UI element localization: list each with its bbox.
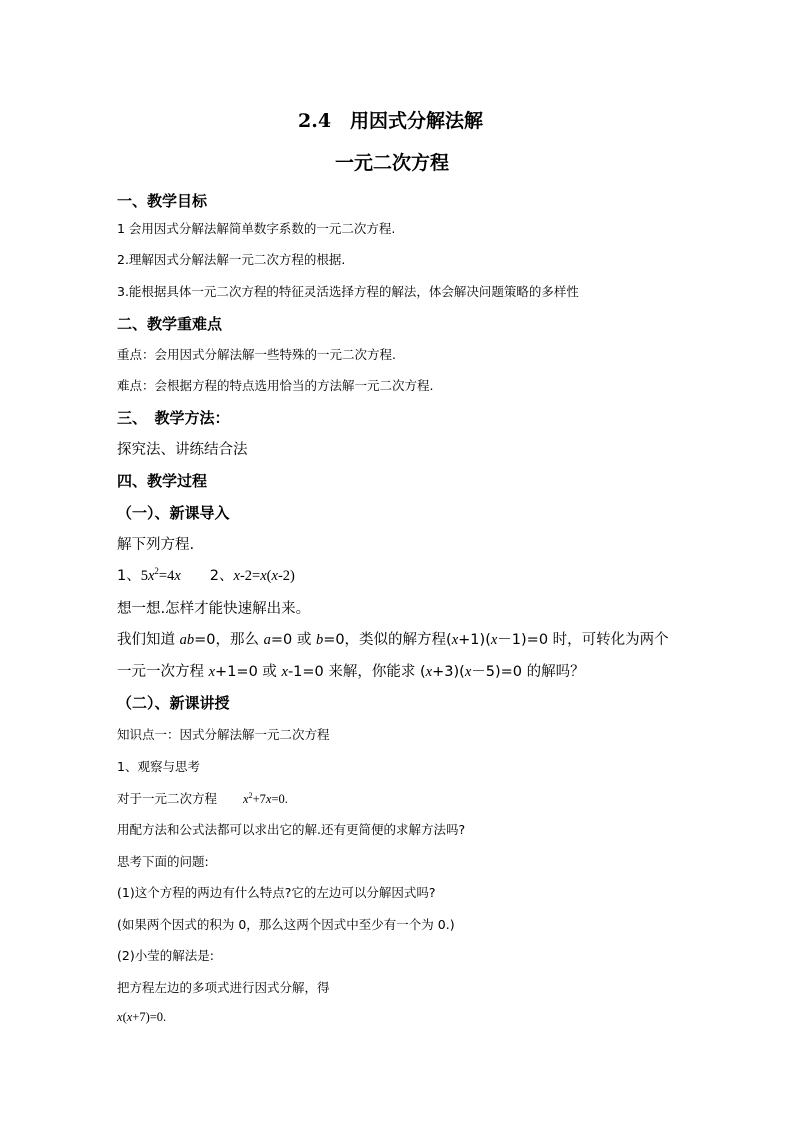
variable-ab: ab — [179, 632, 195, 648]
step-text: 把方程左边的多项式进行因式分解，得 — [117, 980, 330, 995]
subsection-heading-lesson: （二）、新课讲授 — [117, 694, 230, 712]
variable-x: x — [126, 1010, 133, 1024]
variable-x: x — [265, 792, 272, 806]
equation-middle: -2= — [239, 568, 261, 584]
variable-x: x — [464, 664, 472, 680]
goal-item-1: 1 会用因式分解法解简单数字系数的一元二次方程. — [117, 221, 396, 236]
title-line-1: 2.4 用因式分解法解 — [298, 110, 484, 132]
variable-x: x — [451, 632, 459, 648]
variable-x: x — [208, 664, 216, 680]
think-prompt: 思考下面的问题: — [117, 854, 209, 869]
section-heading-goals: 一、教学目标 — [117, 192, 208, 210]
question-1: (1)这个方程的两边有什么特点?它的左边可以分解因式吗? — [117, 885, 436, 900]
variable-x: x — [281, 664, 288, 680]
text-run: 一元一次方程 — [117, 664, 209, 680]
text-run: =0 或 — [270, 632, 316, 648]
text-run: +3)( — [432, 664, 465, 680]
subsection-heading-intro: （一）、新课导入 — [117, 504, 230, 522]
difficult-point: 难点：会根据方程的特点选用恰当的方法解一元二次方程. — [117, 378, 434, 393]
observe-text: 1、观察与思考 — [117, 759, 200, 774]
variable-x: x — [260, 568, 267, 584]
text-run: ( — [122, 1010, 127, 1024]
methods-question: 用配方法和公式法都可以求出它的解.还有更简便的求解方法吗? — [117, 822, 466, 837]
equation-number-2: 2、 — [209, 568, 234, 584]
text-run: －1)=0 时，可转化为两个 — [497, 632, 669, 648]
text-run: =0，类似的解方程( — [323, 632, 452, 648]
equation-rhs: =4 — [158, 568, 175, 584]
think-text: 想一想.怎样才能快速解出来。 — [117, 601, 311, 617]
variable-x: x — [147, 568, 155, 584]
equation-tail: -2) — [277, 568, 295, 584]
paragraph-line-2 — [117, 660, 585, 681]
paragraph-line-1 — [117, 628, 669, 649]
intro-text: 解下列方程. — [117, 537, 195, 553]
text-run: +7 — [252, 792, 266, 806]
spacer — [181, 568, 210, 584]
section-heading-keypoints: 二、教学重难点 — [117, 315, 223, 333]
text-run: +7)=0. — [132, 1010, 167, 1024]
result-equation — [117, 1010, 166, 1025]
variable-x: x — [117, 1010, 123, 1024]
title-line-2: 一元二次方程 — [335, 152, 450, 174]
variable-x: x — [271, 568, 278, 584]
for-equation-line — [117, 789, 288, 807]
variable-x: x — [425, 664, 433, 680]
variable-x: x — [490, 632, 498, 648]
variable-b: b — [315, 632, 324, 648]
question-2: (2)小莹的解法是: — [117, 948, 214, 963]
text-run: －5)=0 的解吗？ — [471, 664, 585, 680]
text-run: +1)( — [458, 632, 491, 648]
text-run: +1=0 或 — [215, 664, 282, 680]
paren: ( — [266, 568, 272, 584]
key-point: 重点：会用因式分解法解一些特殊的一元二次方程. — [117, 347, 396, 362]
variable-x: x — [174, 568, 181, 584]
variable-a: a — [263, 632, 271, 648]
text-run: 对于一元二次方程 — [117, 791, 218, 806]
text-run: =0，那么 — [194, 632, 264, 648]
equation-number-1: 1、 — [117, 568, 141, 584]
goal-item-3: 3.能根据具体一元二次方程的特征灵活选择方程的解法，体会解决问题策略的多样性 — [117, 284, 579, 299]
exponent: 2 — [248, 790, 253, 800]
variable-x: x — [243, 792, 249, 806]
text-run: 我们知道 — [117, 632, 180, 648]
text-run: -1=0 来解，你能求 ( — [287, 664, 426, 680]
equation-line — [117, 564, 295, 585]
methods-text: 探究法、讲练结合法 — [117, 442, 248, 458]
goal-item-2: 2.理解因式分解法解一元二次方程的根据. — [117, 252, 346, 267]
section-heading-process: 四、教学过程 — [117, 472, 208, 490]
section-heading-methods: 三、 教学方法： — [117, 409, 230, 427]
text-run: =0. — [271, 792, 288, 806]
coefficient: 5 — [140, 568, 148, 584]
exponent: 2 — [154, 566, 159, 577]
hint-text: (如果两个因式的积为 0，那么这两个因式中至少有一个为 0.) — [117, 917, 455, 932]
knowledge-point: 知识点一：因式分解法解一元二次方程 — [117, 727, 330, 742]
variable-x: x — [233, 568, 240, 584]
